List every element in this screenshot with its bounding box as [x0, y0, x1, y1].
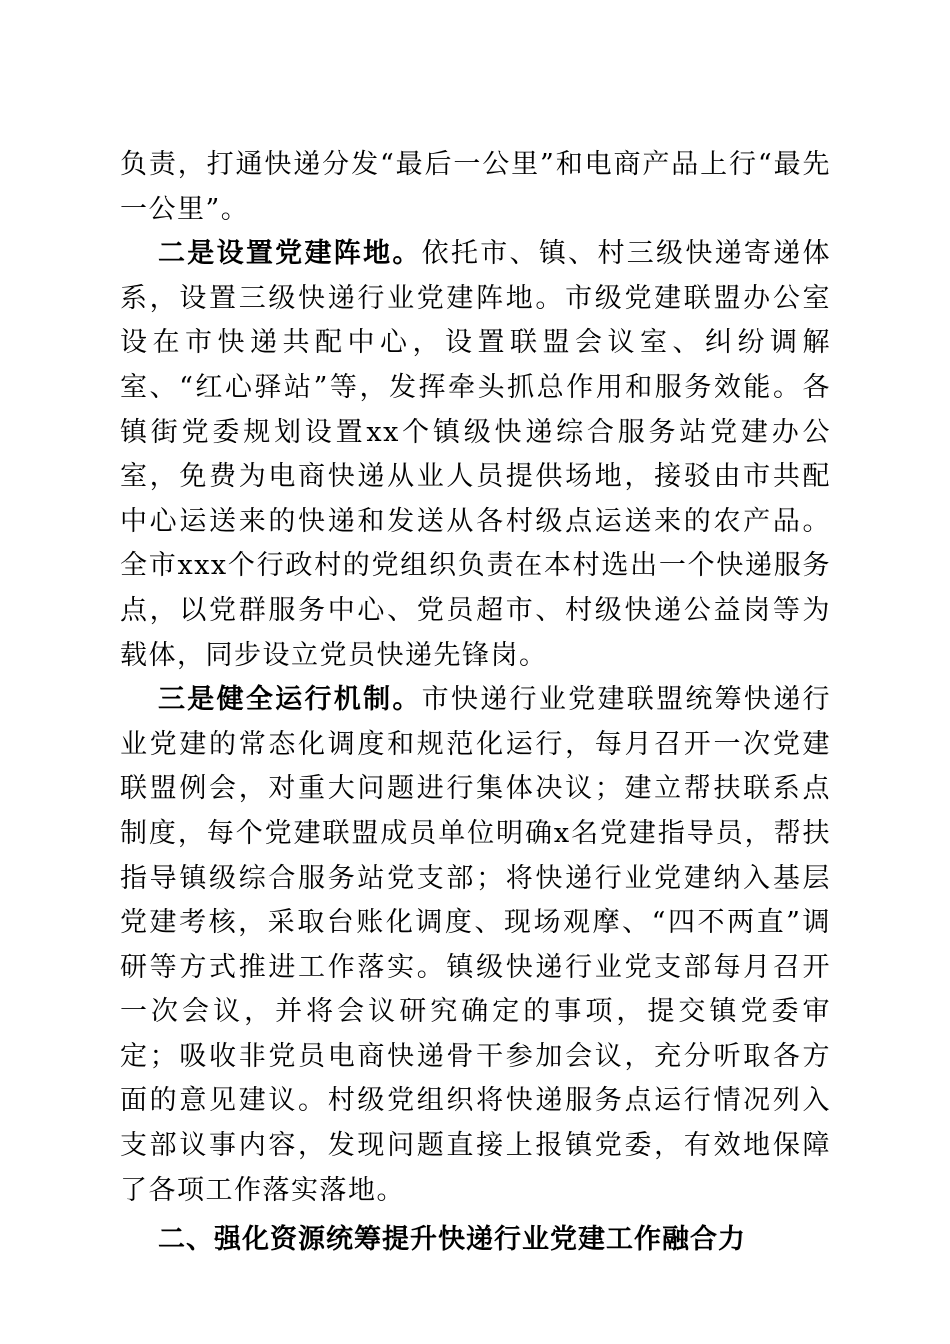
document-page [120, 143, 831, 1263]
paragraph-continuation [120, 143, 831, 232]
paragraph-set-up-party-base [120, 232, 831, 678]
paragraph-operating-mechanism [120, 678, 831, 1213]
paragraph-body: 依托市、镇、村三级快递寄递体系，设置三级快递行业党建阵地。市级党建联盟办公室设在市快递共配中心，设置联盟会议室、纠纷调解室、“红心驿站”等，发挥牵头抓总作用和服务效能。各镇街党委规划设置xx个镇级快递综合服务站党建办公室，免费为电商快递从业人员提供场地，接驳由市共配中心运送来的快递和发送从各村级点运送来的农产品。全市xxx个行政村的党组织负责在本村选出一个快递服务点，以党群服务中心、党员超市、村级快递公益岗等为载体，同步设立党员快递先锋岗。 [120, 238, 832, 671]
paragraph-body: 负责，打通快递分发“最后一公里”和电商产品上行“最先一公里”。 [120, 149, 831, 225]
paragraph-lead: 二是设置党建阵地。 [158, 238, 422, 270]
paragraph-lead: 三是健全运行机制。 [158, 684, 422, 716]
section-heading: 二、强化资源统筹提升快递行业党建工作融合力 [158, 1224, 746, 1256]
paragraph-body: 市快递行业党建联盟统筹快递行业党建的常态化调度和规范化运行，每月召开一次党建联盟例会，对重大问题进行集体决议；建立帮扶联系点制度，每个党建联盟成员单位明确x名党建指导员，帮扶指导镇级综合服务站党支部；将快递行业党建纳入基层党建考核，采取台账化调度、现场观摩、“四不两直”调研等方式推进工作落实。镇级快递行业党支部每月召开一次会议，并将会议研究确定的事项，提交镇党委审定；吸收非党员电商快递骨干参加会议，充分听取各方面的意见建议。村级党组织将快递服务点运行情况列入支部议事内容，发现问题直接上报镇党委，有效地保障了各项工作落实落地。 [120, 684, 832, 1206]
